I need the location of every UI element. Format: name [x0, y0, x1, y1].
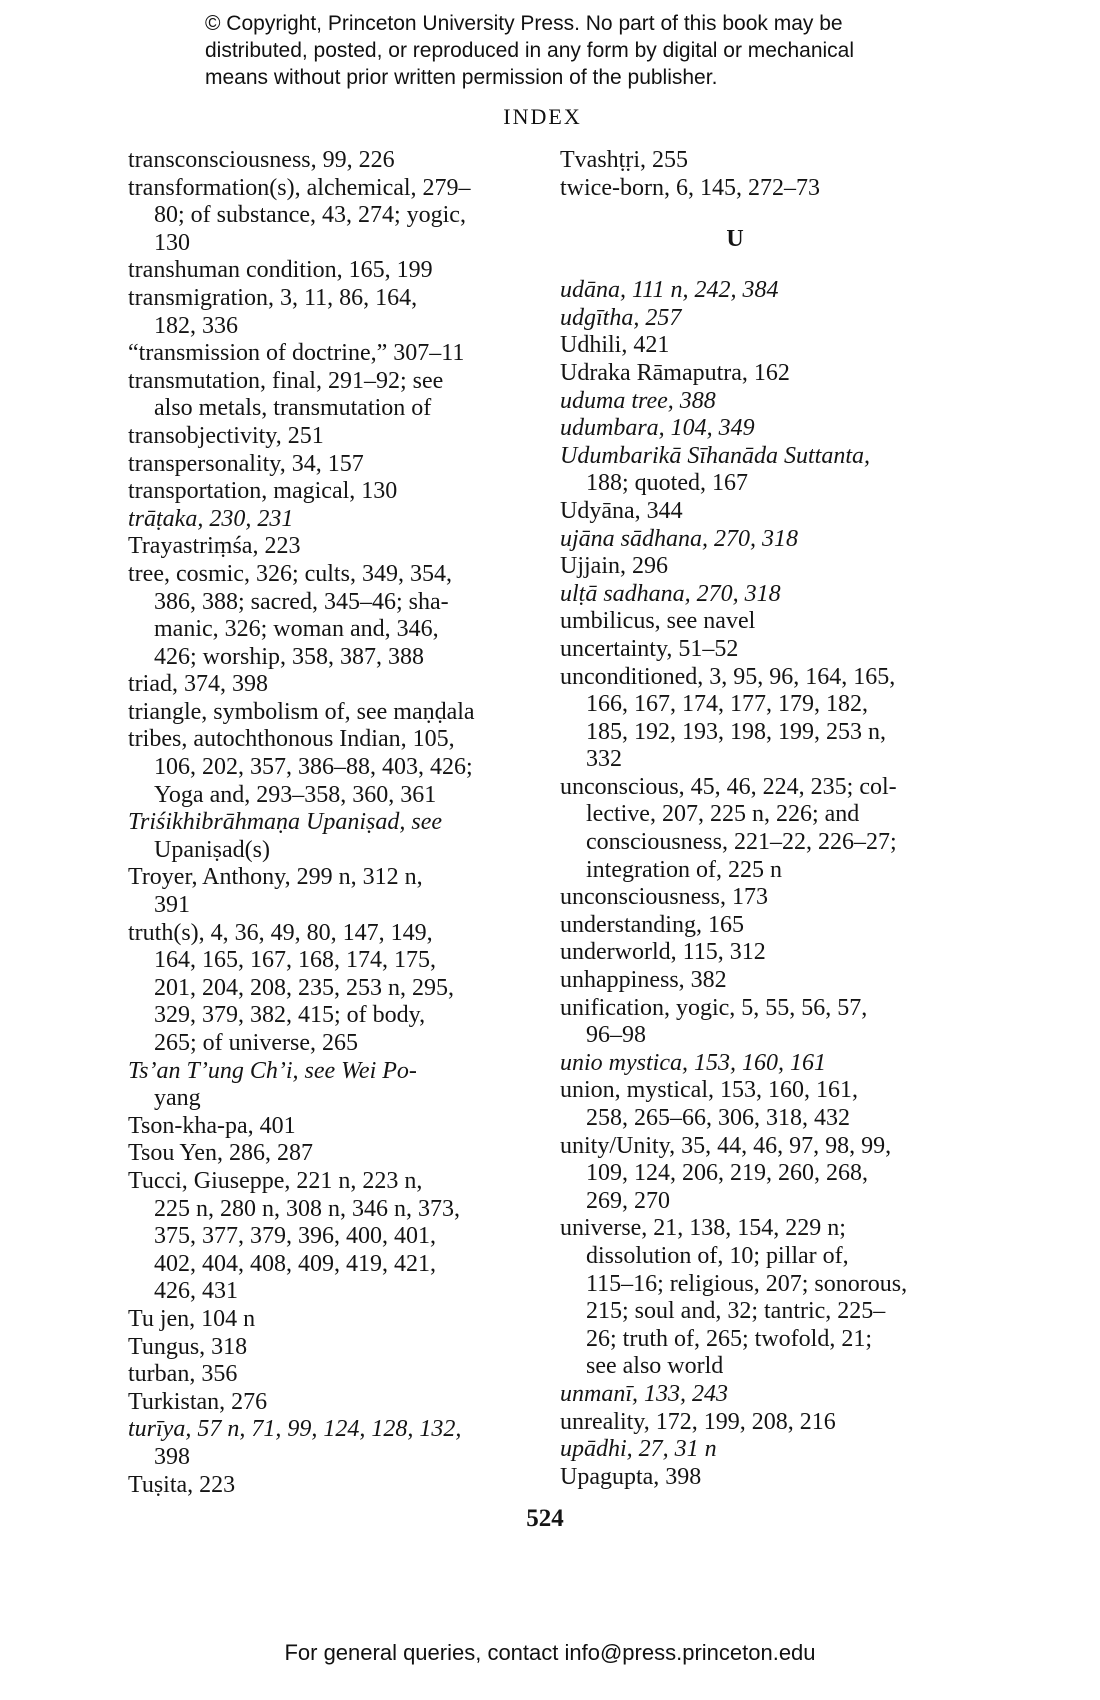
index-entry-line: unhappiness, 382	[560, 967, 727, 994]
index-entry-line: 188; quoted, 167	[586, 470, 748, 497]
index-entry-line: 258, 265–66, 306, 318, 432	[586, 1105, 850, 1131]
index-entry-line: 106, 202, 357, 386–88, 403, 426;	[154, 754, 473, 781]
index-entry-line: Tvashṭṛi, 255	[560, 147, 688, 173]
index-entry-line: udumbara, 104, 349	[560, 415, 755, 442]
index-entry-line: yang	[154, 1085, 201, 1112]
index-entry-line: Udyāna, 344	[560, 497, 683, 524]
index-entry-line: udāna, 111 n, 242, 384	[560, 277, 779, 304]
right-column-top-entries	[560, 147, 970, 202]
index-entry-line: Turkistan, 276	[128, 1388, 268, 1415]
index-entry-line: unio mystica, 153, 160, 161	[560, 1049, 826, 1076]
index-entry-line: Upagupta, 398	[560, 1463, 702, 1490]
index-entry-line: triangle, symbolism of, see maṇḍala	[128, 698, 475, 725]
index-entry-line: trāṭaka, 230, 231	[128, 505, 294, 532]
index-entry-line: 80; of substance, 43, 274; yogic,	[154, 202, 466, 229]
index-entry-line: Ts’an T’ung Ch’i, see Wei Po-	[128, 1057, 417, 1084]
index-entry-line: umbilicus, see navel	[560, 608, 756, 635]
index-entry-line: 265; of universe, 265	[154, 1030, 358, 1056]
index-entry-line: 332	[586, 746, 622, 773]
index-entry-line: 329, 379, 382, 415; of body,	[154, 1002, 426, 1029]
index-entry-line: tribes, autochthonous Indian, 105,	[128, 726, 455, 753]
index-entry-line: twice-born, 6, 145, 272–73	[560, 174, 820, 201]
index-entry-line: 386, 388; sacred, 345–46; sha-	[154, 588, 449, 615]
index-entry-line: 182, 336	[154, 312, 238, 339]
index-entry-line: 26; truth of, 265; twofold, 21;	[586, 1325, 872, 1352]
index-entry-line: transhuman condition, 165, 199	[128, 257, 433, 284]
index-entry-line: Triśikhibrāhmaṇa Upaniṣad, see	[128, 809, 443, 836]
index-entry-line: 398	[154, 1443, 190, 1470]
index-entry-line: uncertainty, 51–52	[560, 635, 739, 662]
copyright-notice	[205, 10, 945, 91]
index-entry-line: 164, 165, 167, 168, 174, 175,	[154, 947, 436, 974]
index-entry-line: Troyer, Anthony, 299 n, 312 n,	[128, 864, 423, 891]
index-entry-line: tree, cosmic, 326; cults, 349, 354,	[128, 560, 452, 587]
index-entry-line: Tson-kha-pa, 401	[128, 1112, 296, 1139]
index-entry-line: unmanī, 133, 243	[560, 1380, 728, 1407]
index-entry-line: underworld, 115, 312	[560, 939, 766, 966]
page-number: 524	[526, 1505, 564, 1532]
index-entry-line: turban, 356	[128, 1361, 238, 1388]
index-entry-line: see also world	[586, 1353, 724, 1380]
index-entry-line: Upaniṣad(s)	[154, 836, 270, 863]
index-entry-line: 391	[154, 892, 190, 919]
index-entry-line: transmutation, final, 291–92; see	[128, 367, 444, 394]
index-entry-line: manic, 326; woman and, 346,	[154, 616, 439, 643]
index-entry-line: transformation(s), alchemical, 279–	[128, 174, 471, 201]
index-entry-line: ujāna sādhana, 270, 318	[560, 525, 799, 552]
index-entry-line: 109, 124, 206, 219, 260, 268,	[586, 1160, 868, 1187]
index-entry-line: transpersonality, 34, 157	[128, 450, 364, 477]
index-entry-line: unity/Unity, 35, 44, 46, 97, 98, 99,	[560, 1132, 892, 1159]
index-entry-line: Ujjain, 296	[560, 553, 668, 580]
index-left-column	[128, 147, 528, 1499]
index-entry-line: Udraka Rāmaputra, 162	[560, 359, 790, 386]
index-entry-line: transportation, magical, 130	[128, 478, 398, 505]
index-entry-line: Udumbarikā Sīhanāda Suttanta,	[560, 442, 870, 469]
index-entry-line: Tucci, Giuseppe, 221 n, 223 n,	[128, 1167, 423, 1194]
index-entry-line: understanding, 165	[560, 911, 744, 938]
index-entry-line: Tuṣita, 223	[128, 1471, 236, 1498]
index-entry-line: transconsciousness, 99, 226	[128, 147, 395, 173]
index-entry-line: unconscious, 45, 46, 224, 235; col-	[560, 773, 897, 800]
index-entry-line: triad, 374, 398	[128, 671, 268, 698]
index-entry-line: 130	[154, 229, 190, 256]
index-entry-line: integration of, 225 n	[586, 856, 782, 883]
copyright-line: means without prior written permission of the publisher.	[205, 66, 718, 89]
index-entry-line: dissolution of, 10; pillar of,	[586, 1242, 849, 1269]
index-entry-line: 201, 204, 208, 235, 253 n, 295,	[154, 974, 454, 1001]
index-entry-line: ulṭā sadhana, 270, 318	[560, 580, 781, 607]
right-column-entries	[560, 277, 970, 1491]
index-entry-line: 225 n, 280 n, 308 n, 346 n, 373,	[154, 1195, 460, 1222]
index-entry-line: union, mystical, 153, 160, 161,	[560, 1077, 858, 1104]
index-entry-line: 96–98	[586, 1022, 646, 1049]
section-gap	[560, 257, 970, 277]
index-entry-line: 426; worship, 358, 387, 388	[154, 643, 424, 670]
index-entry-line: lective, 207, 225 n, 226; and	[586, 801, 860, 828]
index-entry-line: 269, 270	[586, 1187, 670, 1214]
index-entry-line: 115–16; religious, 207; sonorous,	[586, 1270, 908, 1297]
index-entry-line: universe, 21, 138, 154, 229 n;	[560, 1215, 846, 1242]
copyright-line: © Copyright, Princeton University Press. No part of this book may be	[205, 12, 843, 35]
index-entry-line: transmigration, 3, 11, 86, 164,	[128, 284, 418, 311]
index-entry-line: unification, yogic, 5, 55, 56, 57,	[560, 994, 868, 1021]
section-gap	[560, 202, 970, 222]
index-entry-line: 375, 377, 379, 396, 400, 401,	[154, 1223, 436, 1250]
index-entry-line: transobjectivity, 251	[128, 422, 324, 449]
index-entry-line: consciousness, 221–22, 226–27;	[586, 829, 897, 856]
index-entry-line: 185, 192, 193, 198, 199, 253 n,	[586, 718, 886, 745]
index-entry-line: “transmission of doctrine,” 307–11	[128, 340, 465, 367]
index-entry-line: unreality, 172, 199, 208, 216	[560, 1408, 836, 1435]
index-entry-line: Tsou Yen, 286, 287	[128, 1140, 314, 1167]
index-entry-line: also metals, transmutation of	[154, 395, 432, 422]
index-entry-line: Udhili, 421	[560, 332, 670, 359]
index-entry-line: unconditioned, 3, 95, 96, 164, 165,	[560, 663, 896, 690]
index-title: INDEX	[503, 104, 582, 129]
index-entry-line: 426, 431	[154, 1278, 238, 1305]
index-entry-line: unconsciousness, 173	[560, 884, 768, 911]
index-entry-line: uduma tree, 388	[560, 387, 716, 414]
index-entry-line: Yoga and, 293–358, 360, 361	[154, 781, 437, 808]
index-entry-line: udgītha, 257	[560, 304, 682, 331]
index-entry-line: Tungus, 318	[128, 1333, 248, 1360]
section-letter-heading: U	[726, 226, 744, 253]
copyright-line: distributed, posted, or reproduced in any form by digital or mechanical	[205, 39, 855, 62]
index-right-column	[560, 147, 970, 1491]
index-entry-line: truth(s), 4, 36, 49, 80, 147, 149,	[128, 919, 433, 946]
index-entry-line: Trayastriṃśa, 223	[128, 533, 301, 560]
footer-contact: For general queries, contact info@press.princeton.edu	[284, 1640, 816, 1665]
index-entry-line: 166, 167, 174, 177, 179, 182,	[586, 691, 868, 718]
index-entry-line: turīya, 57 n, 71, 99, 124, 128, 132,	[128, 1416, 462, 1443]
index-entry-line: upādhi, 27, 31 n	[560, 1436, 717, 1463]
index-entry-line: 215; soul and, 32; tantric, 225–	[586, 1298, 886, 1325]
index-entry-line: 402, 404, 408, 409, 419, 421,	[154, 1250, 436, 1277]
index-entry-line: Tu jen, 104 n	[128, 1305, 256, 1332]
